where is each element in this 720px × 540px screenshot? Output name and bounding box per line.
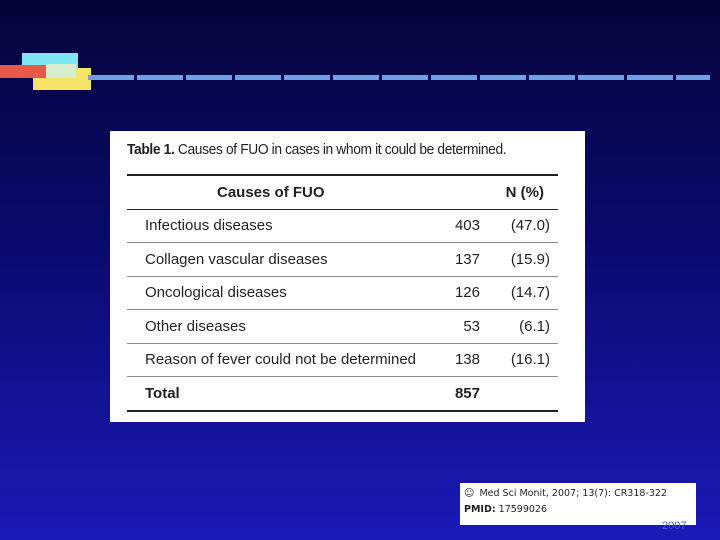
- table-caption-label: Table 1.: [127, 141, 175, 158]
- row-n: 126: [420, 276, 480, 310]
- row-cause: Oncological diseases: [127, 276, 420, 310]
- row-percent: (16.1): [480, 343, 558, 377]
- row-percent: (6.1): [480, 310, 558, 344]
- title-divider-line: [88, 75, 710, 80]
- corner-block-red: [0, 65, 46, 78]
- table-row: [127, 243, 558, 277]
- pmid-value: 17599026: [498, 504, 548, 515]
- table-row: [127, 276, 558, 310]
- row-percent: (15.9): [480, 243, 558, 277]
- row-n: 403: [420, 209, 480, 243]
- table-caption: [127, 141, 534, 158]
- corner-block-pale: [46, 64, 76, 78]
- table-total-row: [127, 377, 558, 411]
- row-n: 137: [420, 243, 480, 277]
- fuo-causes-table-card: [110, 131, 585, 422]
- row-cause: Other diseases: [127, 310, 420, 344]
- citation-pmid-line: [464, 502, 692, 518]
- pmid-label: PMID:: [464, 504, 496, 515]
- column-header-causes: Causes of FUO: [217, 183, 325, 201]
- table-row: [127, 209, 558, 243]
- table-caption-text: Causes of FUO in cases in whom it could be determined.: [177, 141, 507, 158]
- row-percent: (14.7): [480, 276, 558, 310]
- table-row: [127, 343, 558, 377]
- total-label: Total: [127, 377, 420, 411]
- row-n: 53: [420, 310, 480, 344]
- table-header-row: [127, 175, 558, 209]
- table-row: [127, 310, 558, 344]
- row-cause: Reason of fever could not be determined: [127, 343, 420, 377]
- total-percent-empty: [480, 377, 558, 411]
- citation-source-line: [464, 486, 692, 502]
- journal-logo-icon: ☺: [464, 488, 475, 499]
- footer-year: 2007: [662, 520, 687, 532]
- column-header-n-percent: N (%): [505, 183, 544, 201]
- row-percent: (47.0): [480, 209, 558, 243]
- total-n: 857: [420, 377, 480, 411]
- citation-box: [460, 483, 696, 525]
- row-cause: Infectious diseases: [127, 209, 420, 243]
- fuo-causes-table: [127, 174, 558, 412]
- citation-source: Med Sci Monit, 2007; 13(7): CR318-322: [479, 488, 667, 499]
- row-n: 138: [420, 343, 480, 377]
- row-cause: Collagen vascular diseases: [127, 243, 420, 277]
